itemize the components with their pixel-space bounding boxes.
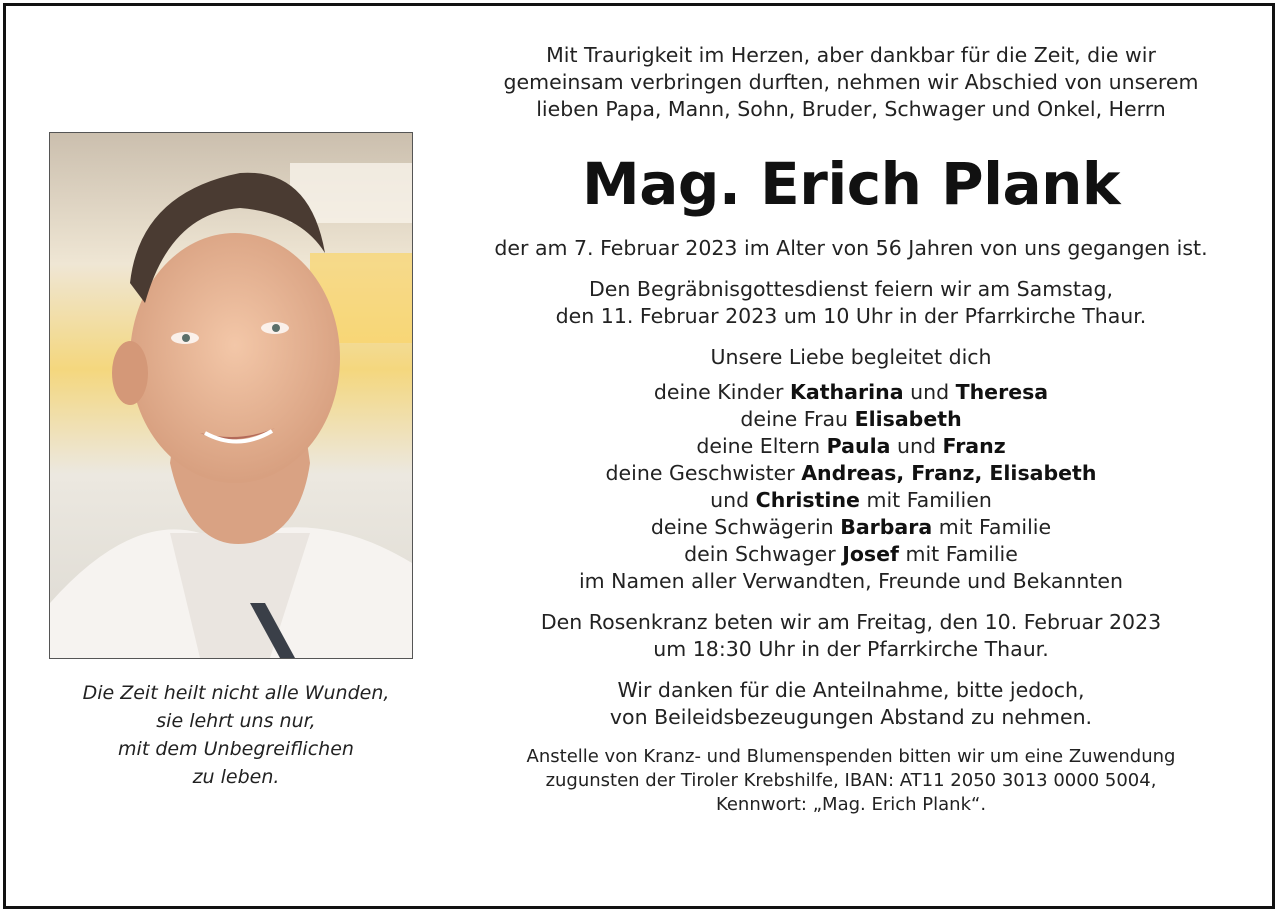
sister-in-law-name: Barbara bbox=[840, 515, 933, 539]
donation-line: Anstelle von Kranz- und Blumenspenden bitten wir um eine Zuwendung bbox=[526, 746, 1176, 767]
sibling-name: Christine bbox=[755, 488, 860, 512]
intro-line: gemeinsam verbringen durften, nehmen wir Abschied von unserem bbox=[503, 70, 1199, 94]
portrait-photo bbox=[49, 132, 413, 659]
child-name: Katharina bbox=[790, 380, 904, 404]
mourners-parents: deine Eltern Paula und Franz bbox=[696, 434, 1006, 458]
rosary-line: Den Rosenkranz beten wir am Freitag, den 10. Februar 2023 bbox=[540, 610, 1162, 634]
quote bbox=[26, 679, 446, 791]
intro-line: lieben Papa, Mann, Sohn, Bruder, Schwager und Onkel, Herrn bbox=[536, 97, 1166, 121]
mourners-siblings-cont: und Christine mit Familien bbox=[710, 488, 992, 512]
rosary-line: um 18:30 Uhr in der Pfarrkirche Thaur. bbox=[653, 637, 1049, 661]
mourners-sister-in-law: deine Schwägerin Barbara mit Familie bbox=[650, 515, 1052, 539]
sibling-names: Andreas, Franz, Elisabeth bbox=[801, 461, 1097, 485]
quote-line: sie lehrt uns nur, bbox=[156, 710, 316, 732]
obituary-text bbox=[451, 42, 1251, 817]
wife-name: Elisabeth bbox=[854, 407, 962, 431]
deceased-name: Mag. Erich Plank bbox=[582, 150, 1120, 218]
mourners-heading: Unsere Liebe begleitet dich bbox=[710, 345, 992, 369]
donation-line: zugunsten der Tiroler Krebshilfe, IBAN: AT11 2050 3013 0000 5004, bbox=[545, 770, 1157, 791]
mourners-children: deine Kinder Katharina und Theresa bbox=[653, 380, 1049, 404]
child-name: Theresa bbox=[955, 380, 1049, 404]
quote-line: mit dem Unbegreiflichen bbox=[118, 738, 354, 760]
quote-line: Die Zeit heilt nicht alle Wunden, bbox=[82, 682, 390, 704]
parent-name: Paula bbox=[826, 434, 891, 458]
mourners-siblings: deine Geschwister Andreas, Franz, Elisabeth bbox=[605, 461, 1097, 485]
parent-name: Franz bbox=[942, 434, 1006, 458]
mourners-others: im Namen aller Verwandten, Freunde und Bekannten bbox=[578, 569, 1124, 593]
thanks-line: von Beileidsbezeugungen Abstand zu nehmen. bbox=[609, 705, 1093, 729]
death-line: der am 7. Februar 2023 im Alter von 56 Jahren von uns gegangen ist. bbox=[494, 236, 1208, 260]
mourners-wife: deine Frau Elisabeth bbox=[740, 407, 962, 431]
mourners-brother-in-law: dein Schwager Josef mit Familie bbox=[684, 542, 1018, 566]
funeral-line: den 11. Februar 2023 um 10 Uhr in der Pfarrkirche Thaur. bbox=[555, 304, 1147, 328]
intro-line: Mit Traurigkeit im Herzen, aber dankbar für die Zeit, die wir bbox=[546, 43, 1156, 67]
funeral-line: Den Begräbnisgottesdienst feiern wir am Samstag, bbox=[589, 277, 1113, 301]
obituary-card bbox=[3, 3, 1275, 909]
thanks-line: Wir danken für die Anteilnahme, bitte jedoch, bbox=[617, 678, 1085, 702]
donation-line: Kennwort: „Mag. Erich Plank“. bbox=[715, 794, 987, 815]
brother-in-law-name: Josef bbox=[842, 542, 899, 566]
quote-line: zu leben. bbox=[192, 766, 280, 788]
